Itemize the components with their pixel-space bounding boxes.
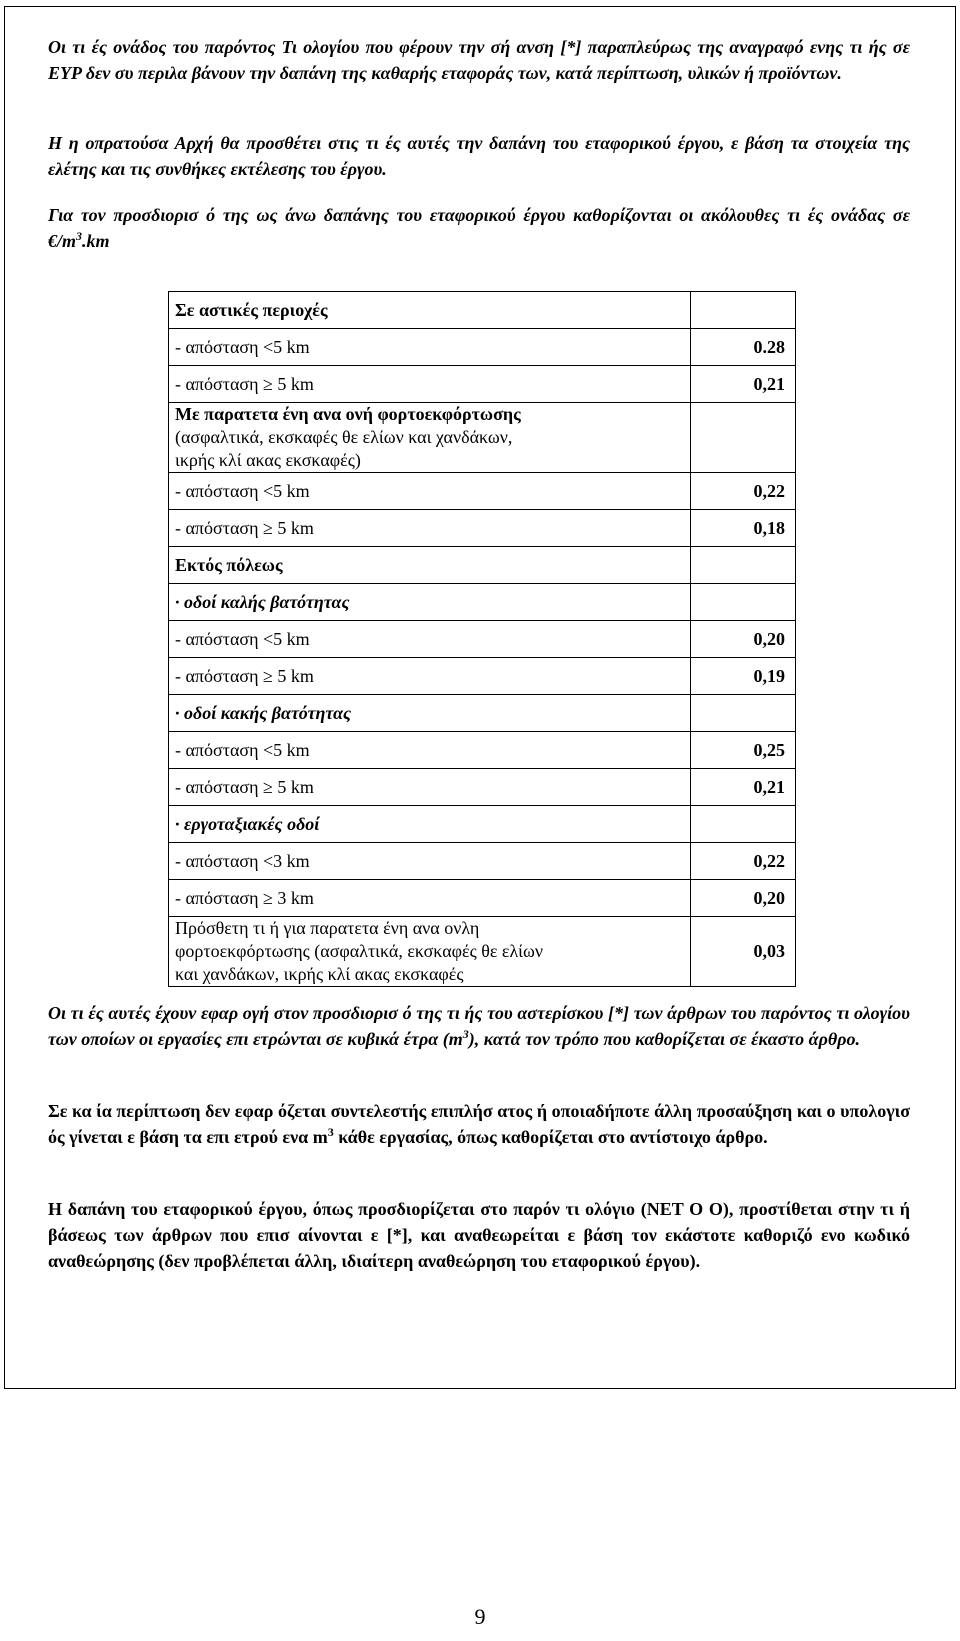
row-label	[169, 403, 691, 473]
row-label	[169, 843, 691, 880]
table-row	[169, 292, 796, 329]
paragraph-revision: Η δαπάνη του εταφορικού έργου, όπως προσδιορίζεται στο παρόν τι ολόγιο (ΝΕΤ Ο Ο), προστίθεται στην τι ή βάσεως των άρθρων που επισ αίνονται ε [*], και αναθεωρείται ε βάση τον εκάστοτε καθοριζό ενο κωδικό αναθεώρησης (δεν προβλέπεται άλλη, ιδιαίτερη αναθεώρηση του εταφορικού έργου).	[48, 1199, 910, 1271]
row-value	[691, 695, 796, 732]
row-label	[169, 584, 691, 621]
row-label-line: - απόσταση <5 km	[175, 480, 310, 501]
row-label-line: Με παρατετα ένη ανα ονή φορτοεκφόρτωσης	[175, 404, 521, 424]
table-row	[169, 403, 796, 473]
table-row	[169, 329, 796, 366]
table-row	[169, 547, 796, 584]
row-label-line: Πρόσθετη τι ή για παρατετα ένη ανα ονλη	[175, 918, 480, 938]
paragraph-unit-rates	[48, 202, 910, 254]
row-label	[169, 917, 691, 987]
row-value	[691, 292, 796, 329]
row-value: 0,21	[691, 769, 796, 806]
page-number: 9	[474, 1604, 486, 1629]
row-label	[169, 547, 691, 584]
row-label	[169, 473, 691, 510]
superscript: 3	[76, 229, 83, 243]
row-label	[169, 658, 691, 695]
row-label	[169, 880, 691, 917]
row-label-line: - απόσταση ≥ 5 km	[175, 517, 314, 538]
row-label-line: και χανδάκων, ικρής κλί ακας εκσκαφές	[175, 964, 464, 984]
row-label-line: - απόσταση ≥ 5 km	[175, 776, 314, 797]
transport-rates-table	[168, 291, 796, 987]
table-row	[169, 621, 796, 658]
table-row	[169, 917, 796, 987]
row-label-line: Εκτός πόλεως	[175, 554, 283, 575]
table-row	[169, 658, 796, 695]
row-label	[169, 292, 691, 329]
row-value: 0.28	[691, 329, 796, 366]
row-label-line: - απόσταση ≥ 3 km	[175, 887, 314, 908]
row-label-line: - απόσταση <5 km	[175, 739, 310, 760]
row-label	[169, 769, 691, 806]
row-label-line: · οδοί καλής βατότητας	[175, 591, 350, 612]
row-label	[169, 510, 691, 547]
table-row	[169, 732, 796, 769]
paragraph-application	[48, 1000, 910, 1052]
paragraph-authority: Η η οπρατούσα Αρχή θα προσθέτει στις τι ές αυτές την δαπάνη του εταφορικού έργου, ε βάση τα στοιχεία της ελέτης και τις συνθήκες εκτέλεσης του έργου.	[48, 133, 910, 179]
row-value: 0,19	[691, 658, 796, 695]
row-label	[169, 329, 691, 366]
paragraph-no-surcharge-text: Σε κα ία περίπτωση δεν εφαρ όζεται συντελεστής επιπλήσ ατος ή οποιαδήποτε άλλη προσαύξηση και ο υπολογισ ός γίνεται ε βάση τα επι ετρού ενα m	[48, 1101, 910, 1147]
row-label-line: - απόσταση <5 km	[175, 628, 310, 649]
table-row	[169, 695, 796, 732]
superscript: 3	[462, 1027, 469, 1041]
paragraph-application-tail: ), κατά τον τρόπο που καθορίζεται σε έκαστο άρθρο.	[468, 1029, 860, 1049]
row-value	[691, 584, 796, 621]
row-label	[169, 695, 691, 732]
paragraph-intro: Οι τι ές ονάδος του παρόντος Τι ολογίου που φέρουν την σή ανση [*] παραπλεύρως της αναγραφό ενης τι ής σε ΕΥΡ δεν συ περιλα βάνουν την δαπάνη της καθαρής εταφοράς των, κατά περίπτωση, υλικών ή προϊόντων.	[48, 37, 910, 83]
row-label-line: ικρής κλί ακας εκσκαφές)	[175, 450, 361, 470]
row-label	[169, 621, 691, 658]
row-label	[169, 366, 691, 403]
table-row	[169, 584, 796, 621]
table-row	[169, 473, 796, 510]
table-row	[169, 843, 796, 880]
row-value: 0,22	[691, 843, 796, 880]
superscript: 3	[327, 1125, 334, 1139]
row-value	[691, 547, 796, 584]
row-value: 0,21	[691, 366, 796, 403]
table-row	[169, 806, 796, 843]
row-value: 0,25	[691, 732, 796, 769]
paragraph-no-surcharge-tail: κάθε εργασίας, όπως καθορίζεται στο αντίστοιχο άρθρο.	[333, 1127, 768, 1147]
row-value	[691, 403, 796, 473]
row-value: 0,03	[691, 917, 796, 987]
table-row	[169, 510, 796, 547]
table-row	[169, 880, 796, 917]
row-label-line: φορτοεκφόρτωσης (ασφαλτικά, εκσκαφές θε ελίων	[175, 941, 544, 961]
row-label-line: (ασφαλτικά, εκσκαφές θε ελίων και χανδάκων,	[175, 427, 513, 447]
row-value: 0,20	[691, 880, 796, 917]
paragraph-no-surcharge	[48, 1098, 910, 1150]
row-value	[691, 806, 796, 843]
row-value: 0,22	[691, 473, 796, 510]
row-label	[169, 732, 691, 769]
row-label-line: - απόσταση ≥ 5 km	[175, 373, 314, 394]
row-label-line: - απόσταση <3 km	[175, 850, 310, 871]
paragraph-unit-rates-text: Για τον προσδιορισ ό της ως άνω δαπάνης του εταφορικού έργου καθορίζονται οι ακόλουθες τι ές ονάδας σε €/m	[48, 205, 910, 251]
row-label-line: - απόσταση <5 km	[175, 336, 310, 357]
table-row	[169, 769, 796, 806]
row-label-line: Σε αστικές περιοχές	[175, 299, 328, 320]
paragraph-unit-rates-unit: .km	[82, 231, 110, 251]
table-row	[169, 366, 796, 403]
row-label	[169, 806, 691, 843]
row-value: 0,18	[691, 510, 796, 547]
row-label-line: · εργοταξιακές οδοί	[175, 813, 320, 834]
row-label-line: · οδοί κακής βατότητας	[175, 702, 352, 723]
row-value: 0,20	[691, 621, 796, 658]
paragraph-application-text: Οι τι ές αυτές έχουν εφαρ ογή στον προσδιορισ ό της τι ής του αστερίσκου [*] των άρθρων του παρόντος τι ολογίου των οποίων οι εργασίες επι ετρώνται σε κυβικά έτρα (m	[48, 1003, 910, 1049]
row-label-line: - απόσταση ≥ 5 km	[175, 665, 314, 686]
